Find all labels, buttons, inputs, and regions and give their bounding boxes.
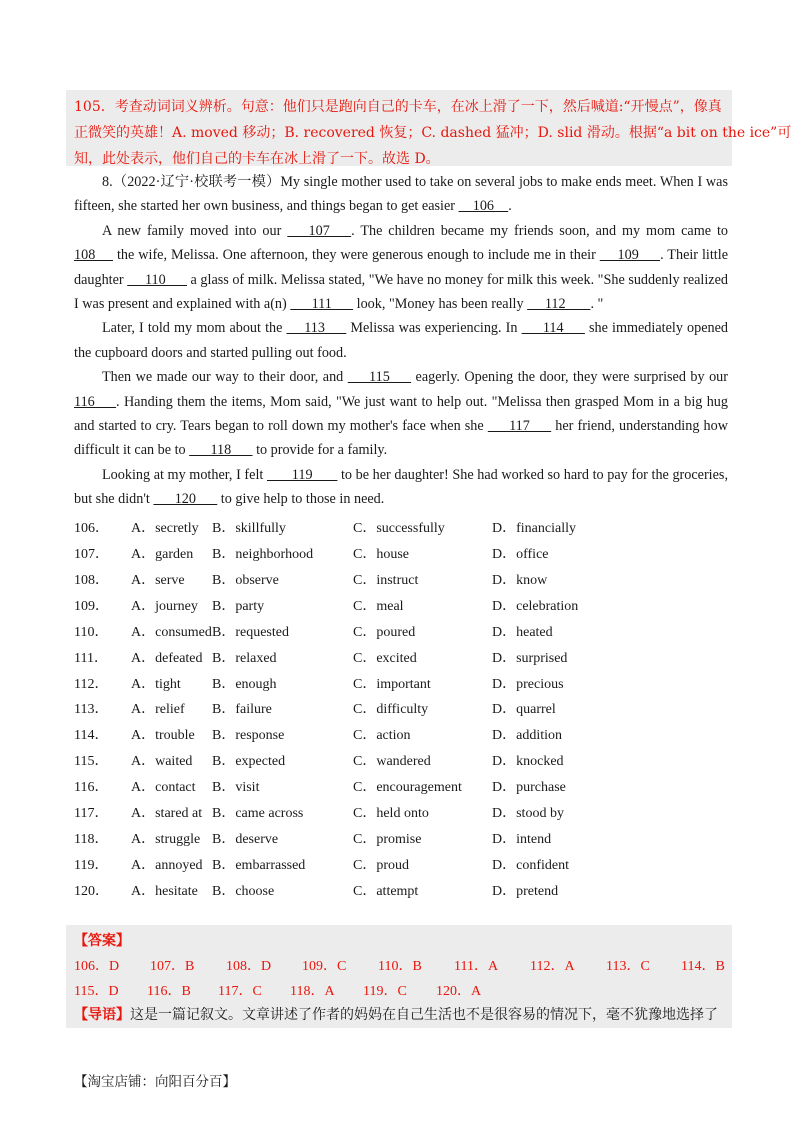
option-c: C．action [353, 728, 411, 743]
option-d: D．pretend [492, 884, 559, 899]
answer-item: 108．D [226, 959, 272, 974]
option-a: A．trouble [131, 728, 195, 743]
option-a: A．secretly [131, 521, 199, 536]
option-d: D．purchase [492, 780, 566, 795]
option-a: A．relief [131, 702, 185, 717]
answer-item: 106．D [74, 959, 120, 974]
option-a: A．tight [131, 677, 181, 692]
blank-113: 113 [286, 320, 347, 337]
option-a: A．garden [131, 547, 194, 562]
option-b: B．visit [212, 780, 260, 795]
guide-line [74, 1004, 718, 1024]
option-b: B．party [212, 599, 265, 614]
option-c: C．wandered [353, 754, 431, 769]
option-b: B．observe [212, 573, 279, 588]
option-b: B．failure [212, 702, 272, 717]
answer-item: 118．A [290, 984, 335, 999]
blank-109: 109 [599, 247, 661, 264]
blank-120: 120 [153, 491, 218, 508]
option-b: B．embarrassed [212, 858, 306, 873]
blank-112: 112 [527, 296, 591, 313]
option-c: C．excited [353, 651, 417, 666]
option-d: D．intend [492, 832, 552, 847]
blank-115: 115 [347, 369, 412, 386]
option-c: C．house [353, 547, 409, 562]
answer-item: 109．C [302, 959, 347, 974]
option-a: A．defeated [131, 651, 203, 666]
answer-item: 110．B [378, 959, 422, 974]
option-d: D．knocked [492, 754, 564, 769]
option-a: A．journey [131, 599, 198, 614]
answer-item: 120．A [436, 984, 482, 999]
option-d: D．heated [492, 625, 553, 640]
option-d: D．financially [492, 521, 576, 536]
answer-label: 【答案】 [74, 933, 130, 949]
paragraph-5: Looking at my mother, I felt 119 to be her daughter! She had worked so hard to pay for the groceries, but she didn't 120 to give help to those in need. [74, 463, 728, 512]
answer-item: 116．B [147, 984, 191, 999]
option-a: A．contact [131, 780, 196, 795]
blank-106: 106 [458, 198, 509, 215]
answer-item: 111．A [454, 959, 499, 974]
option-a: A．stared at [131, 806, 203, 821]
option-a: A．consumed [131, 625, 212, 640]
option-d: D．addition [492, 728, 562, 743]
paragraph-1: 8.（2022·辽宁·校联考一模）My single mother used to take on several jobs to make ends meet. When I was fifteen, she started her own business, and things began to get easier 106 . [74, 170, 728, 219]
option-d: D．precious [492, 677, 564, 692]
option-b: B．expected [212, 754, 286, 769]
answer-item: 112．A [530, 959, 575, 974]
paragraph-2: A new family moved into our 107 . The children became my friends soon, and my mom came to 108 the wife, Melissa. One afternoon, they were generous enough to include me in their 109 . Their little daughter 110 a glass of milk. Melissa stated, "We have no money for milk this week. "She suddenly realized I was present and explained with a(n) 111 look, "Money has been really 112 . " [74, 219, 728, 317]
option-c: C．important [353, 677, 431, 692]
blank-108: 108 [74, 247, 114, 264]
option-c: C．promise [353, 832, 422, 847]
option-a: A．serve [131, 573, 185, 588]
option-b: B．came across [212, 806, 304, 821]
blank-118: 118 [189, 442, 253, 459]
blank-110: 110 [127, 271, 187, 288]
option-c: C．proud [353, 858, 409, 873]
option-d: D．office [492, 547, 549, 562]
option-a: A．hesitate [131, 884, 198, 899]
option-c: C．meal [353, 599, 404, 614]
explanation-line-3: 知，此处表示，他们自己的卡车在冰上滑了一下。故选 D。 [74, 151, 440, 167]
explanation-line-2: 正微笑的英雄！A. moved 移动；B. recovered 恢复；C. dashed 猛冲；D. slid 滑动。根据“a bit on the ice”可 [74, 125, 792, 141]
store-footer: 【淘宝店铺：向阳百分百】 [74, 1074, 236, 1090]
guide-text: 这是一篇记叙文。文章讲述了作者的妈妈在自己生活也不是很容易的情况下，毫不犹豫地选择了 [130, 1007, 718, 1023]
option-b: B．deserve [212, 832, 279, 847]
option-d: D．stood by [492, 806, 564, 821]
answer-item: 113．C [606, 959, 650, 974]
option-c: C．encouragement [353, 780, 462, 795]
option-b: B．skillfully [212, 521, 286, 536]
option-a: A．annoyed [131, 858, 203, 873]
option-d: D．know [492, 573, 548, 588]
option-b: B．relaxed [212, 651, 277, 666]
option-c: C．instruct [353, 573, 419, 588]
answer-item: 119．C [363, 984, 407, 999]
option-c: C．difficulty [353, 702, 429, 717]
blank-116: 116 [74, 393, 117, 410]
paragraph-4: Then we made our way to their door, and 115 eagerly. Opening the door, they were surprised by our 116 . Handing them the items, Mom said, "We just want to help out. "Melissa then grasped Mom in a big hug and started to cry. Tears began to roll down my mother's face when she 117 her friend, understanding how difficult it can be to 118 to provide for a family. [74, 365, 728, 463]
blank-114: 114 [521, 320, 585, 337]
answer-item: 117．C [218, 984, 262, 999]
blank-117: 117 [487, 418, 552, 435]
option-b: B．response [212, 728, 285, 743]
cloze-passage [74, 170, 728, 512]
answer-item: 107．B [150, 959, 195, 974]
option-d: D．quarrel [492, 702, 556, 717]
option-c: C．attempt [353, 884, 419, 899]
blank-119: 119 [266, 466, 338, 483]
option-a: A．waited [131, 754, 193, 769]
answer-item: 115．D [74, 984, 119, 999]
option-d: D．celebration [492, 599, 579, 614]
option-b: B．choose [212, 884, 275, 899]
answer-item: 114．B [681, 959, 725, 974]
paragraph-3: Later, I told my mom about the 113 Melissa was experiencing. In 114 she immediately opened the cupboard doors and started pulling out food. [74, 316, 728, 365]
option-d: D．surprised [492, 651, 568, 666]
option-b: B．requested [212, 625, 289, 640]
guide-label: 【导语】 [74, 1007, 130, 1023]
blank-111: 111 [290, 296, 354, 313]
option-c: C．held onto [353, 806, 429, 821]
option-c: C．poured [353, 625, 416, 640]
option-d: D．confident [492, 858, 569, 873]
option-c: C．successfully [353, 521, 445, 536]
option-a: A．struggle [131, 832, 201, 847]
document-page: 105．考查动词词义辨析。句意：他们只是跑向自己的卡车，在冰上滑了一下，然后喊道:“开慢点”，像真 正微笑的英雄！A. moved 移动；B. recovered 恢复；C. dashed 猛冲；D. slid 滑动。根据“a bit on the ice”可 知，此处表示，他们自己的卡车在冰上滑了一下。故选 D。 8.（2022·辽宁·校联考一模）My single mother used to take on several jobs to make ends meet. When I was fifteen, she started her own business, and things began to get easier 106 . A new family moved into our 107 . The children became my friends soon, and my mom came to 108 the wife, Melissa. One afternoon, they were generous enough to include me in their 109 . Their little daughter 110 a glass of milk. Melissa stated, "We have no money for milk this week. "She suddenly realized I was present and explained with a(n) 111 look, "Money has been really 112 . " Later, I told my mom about the 113 Melissa was experiencing. In 114 she immediately opened the cupboard doors and started pulling out food. Then we made our way to their door, and 115 eagerly. Opening the door, they were surprised by our 116 . Handing them the items, Mom said, "We just want to help out. "Melissa then grasped Mom in a big hug and started to cry. Tears began to roll down my mother's face when she 117 her friend, understanding how difficult it can be to 118 to provide for a family. Looking at my mother, I felt 119 to be her daughter! She had worked so hard to pay for the groceries, but she didn't 120 to give help to those in need. 106． A．secretly B．skillfully C．successfully D．financially 107． A．garden B．neighborhood C．house D．office 108． A．serve B．observe C．instruct D．know 109． A．journey B．party C．meal D．celebration 110． A．consumed B．requested C．poured D．heated 111． A．defeated B．relaxed C．excited D．surprised 112． A．tight B．enough C．important D．precious 113． A．relief B．failure C．difficulty D．quarrel 114． A．trouble B．response C．action D．addition 115． A．waited B．expected C．wandered D．knocked 116． A．contact B．visit C．encouragement D．purchase 117． A．stared at B．came across C．held onto D．stood by 118． A．struggle B．deserve C．promise D．intend 119． A．annoyed B．embarrassed C．proud D．confident 120． A．hesitate B．choose C．attempt D．pretend 【答案】 106．D 107．B 108．D 109．C 110．B 111．A 112．A 113．C 114．B 115．D 116．B 117．C 118．A 119．C 120．A 【导语】这是一篇记叙文。文章讲述了作者的妈妈在自己生活也不是很容易的情况下，毫不犹豫地选择了 【淘宝店铺：向阳百分百】 [0, 0, 800, 1132]
option-b: B．neighborhood [212, 547, 314, 562]
explanation-line-1: 105．考查动词词义辨析。句意：他们只是跑向自己的卡车，在冰上滑了一下，然后喊道:“开慢点”，像真 [74, 99, 722, 115]
option-b: B．enough [212, 677, 277, 692]
blank-107: 107 [287, 222, 352, 239]
